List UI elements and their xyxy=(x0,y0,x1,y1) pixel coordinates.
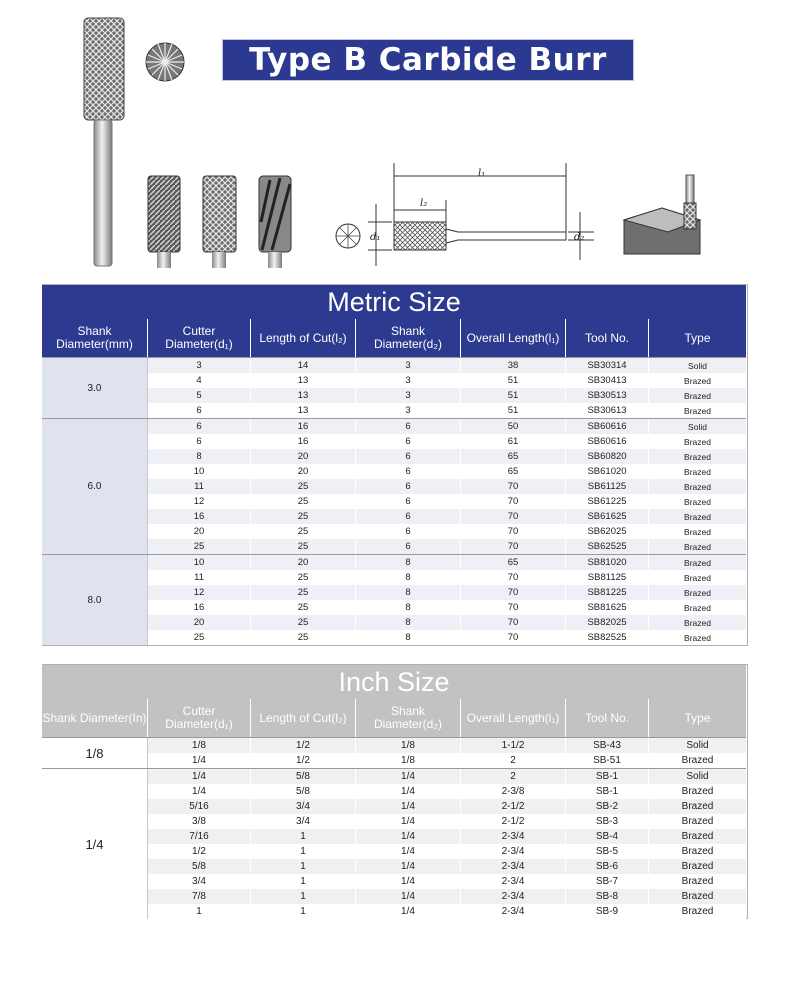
table-cell: 1/4 xyxy=(356,859,461,874)
inch-group xyxy=(42,768,746,919)
table-cell: SB-4 xyxy=(566,829,649,844)
table-cell: SB-8 xyxy=(566,889,649,904)
table-row xyxy=(148,799,746,814)
table-cell: 6 xyxy=(356,434,461,449)
table-cell: 11 xyxy=(148,570,251,585)
inch-group xyxy=(42,737,746,768)
inch-header-cell: Tool No. xyxy=(566,699,649,737)
table-cell: 16 xyxy=(148,509,251,524)
table-row xyxy=(148,434,746,449)
table-cell: 3 xyxy=(356,373,461,388)
table-row xyxy=(148,539,746,554)
table-row xyxy=(148,373,746,388)
table-cell: 2-3/8 xyxy=(461,784,566,799)
table-row xyxy=(148,388,746,403)
table-cell: 70 xyxy=(461,615,566,630)
table-cell: 25 xyxy=(148,630,251,645)
table-cell: 2-1/2 xyxy=(461,799,566,814)
metric-header-cell: Cutter Diameter(d₁) xyxy=(148,319,251,357)
table-cell: 1/4 xyxy=(356,799,461,814)
table-cell: SB-1 xyxy=(566,784,649,799)
table-cell: SB-51 xyxy=(566,753,649,768)
table-cell: Brazed xyxy=(649,784,746,799)
table-cell: Brazed xyxy=(649,615,746,630)
table-cell: Brazed xyxy=(649,479,746,494)
table-cell: 5/8 xyxy=(148,859,251,874)
table-row xyxy=(148,358,746,373)
table-cell: 13 xyxy=(251,403,356,418)
table-cell: Brazed xyxy=(649,859,746,874)
table-cell: 8 xyxy=(356,555,461,570)
table-cell: SB-5 xyxy=(566,844,649,859)
table-cell: SB60820 xyxy=(566,449,649,464)
table-cell: 65 xyxy=(461,449,566,464)
table-cell: 16 xyxy=(148,600,251,615)
table-cell: Brazed xyxy=(649,874,746,889)
table-row xyxy=(148,555,746,570)
metric-header-cell: Overall Length(l₁) xyxy=(461,319,566,357)
inch-title: Inch Size xyxy=(42,665,746,699)
table-cell: SB-2 xyxy=(566,799,649,814)
table-cell: 13 xyxy=(251,388,356,403)
table-cell: 5/8 xyxy=(251,784,356,799)
inch-header-cell: Type xyxy=(649,699,746,737)
table-row xyxy=(148,509,746,524)
table-cell: SB82525 xyxy=(566,630,649,645)
table-cell: 3 xyxy=(356,403,461,418)
table-cell: SB-9 xyxy=(566,904,649,919)
table-cell: 1 xyxy=(148,904,251,919)
table-cell: 8 xyxy=(356,630,461,645)
table-row xyxy=(148,844,746,859)
metric-group xyxy=(42,554,746,645)
table-cell: 51 xyxy=(461,373,566,388)
table-row xyxy=(148,769,746,784)
table-cell: 1/4 xyxy=(148,784,251,799)
table-cell: 70 xyxy=(461,600,566,615)
table-cell: 6 xyxy=(148,403,251,418)
table-cell: Brazed xyxy=(649,434,746,449)
table-cell: 16 xyxy=(251,434,356,449)
table-cell: SB62525 xyxy=(566,539,649,554)
table-cell: 2-3/4 xyxy=(461,844,566,859)
table-cell: SB82025 xyxy=(566,615,649,630)
table-cell: Brazed xyxy=(649,494,746,509)
table-cell: SB62025 xyxy=(566,524,649,539)
table-row xyxy=(148,630,746,645)
product-illustration xyxy=(0,0,790,280)
table-cell: 70 xyxy=(461,539,566,554)
table-cell: 3/4 xyxy=(251,799,356,814)
table-cell: 1/2 xyxy=(251,753,356,768)
table-cell: 1/8 xyxy=(148,738,251,753)
table-cell: 3 xyxy=(356,388,461,403)
l2-label: l₂ xyxy=(420,198,428,209)
table-row xyxy=(148,889,746,904)
table-cell: 20 xyxy=(148,615,251,630)
table-cell: 6 xyxy=(148,419,251,434)
table-cell: 2-3/4 xyxy=(461,829,566,844)
table-row xyxy=(148,738,746,753)
table-cell: SB-43 xyxy=(566,738,649,753)
table-cell: Brazed xyxy=(649,388,746,403)
table-cell: 1/4 xyxy=(148,753,251,768)
dimension-diagram xyxy=(336,163,594,266)
metric-header-cell: Shank Diameter(d₂) xyxy=(356,319,461,357)
table-cell: 2-1/2 xyxy=(461,814,566,829)
table-cell: 70 xyxy=(461,585,566,600)
inch-header-cell: Shank Diameter(d₂) xyxy=(356,699,461,737)
table-cell: 1 xyxy=(251,859,356,874)
metric-group xyxy=(42,357,746,418)
inch-group-label: 1/8 xyxy=(42,738,148,768)
l1-label: l₁ xyxy=(478,168,486,179)
table-cell: 25 xyxy=(251,570,356,585)
table-cell: SB60616 xyxy=(566,434,649,449)
table-cell: 6 xyxy=(356,524,461,539)
table-cell: 70 xyxy=(461,479,566,494)
table-row xyxy=(148,524,746,539)
table-cell: 3 xyxy=(356,358,461,373)
table-cell: 3/8 xyxy=(148,814,251,829)
table-cell: SB-3 xyxy=(566,814,649,829)
inch-table xyxy=(42,665,746,919)
table-cell: 7/16 xyxy=(148,829,251,844)
table-cell: 65 xyxy=(461,464,566,479)
table-cell: SB30413 xyxy=(566,373,649,388)
table-cell: Brazed xyxy=(649,509,746,524)
table-row xyxy=(148,814,746,829)
table-cell: 25 xyxy=(251,585,356,600)
table-cell: 1/4 xyxy=(356,829,461,844)
table-cell: 8 xyxy=(356,600,461,615)
table-row xyxy=(148,419,746,434)
table-cell: 1/2 xyxy=(148,844,251,859)
table-cell: 20 xyxy=(148,524,251,539)
table-cell: 10 xyxy=(148,464,251,479)
table-cell: 5/16 xyxy=(148,799,251,814)
d1-label: d₁ xyxy=(370,232,381,243)
table-cell: 8 xyxy=(356,615,461,630)
table-cell: Solid xyxy=(649,419,746,434)
metric-header-row xyxy=(42,319,746,357)
table-cell: SB30314 xyxy=(566,358,649,373)
application-image xyxy=(624,175,700,254)
table-cell: 61 xyxy=(461,434,566,449)
table-cell: 3/4 xyxy=(251,814,356,829)
table-cell: 8 xyxy=(356,570,461,585)
end-view-image xyxy=(146,43,184,81)
table-cell: 6 xyxy=(356,539,461,554)
table-cell: 1/4 xyxy=(356,784,461,799)
metric-group-label: 6.0 xyxy=(42,419,148,554)
table-cell: 25 xyxy=(251,615,356,630)
table-cell: 2-3/4 xyxy=(461,874,566,889)
table-cell: Brazed xyxy=(649,799,746,814)
table-cell: Brazed xyxy=(649,814,746,829)
table-cell: 3/4 xyxy=(148,874,251,889)
table-cell: 16 xyxy=(251,419,356,434)
metric-title: Metric Size xyxy=(42,285,746,319)
table-row xyxy=(148,829,746,844)
table-row xyxy=(148,784,746,799)
table-cell: 50 xyxy=(461,419,566,434)
table-cell: SB81625 xyxy=(566,600,649,615)
table-cell: Brazed xyxy=(649,464,746,479)
table-cell: 6 xyxy=(356,449,461,464)
table-cell: Brazed xyxy=(649,904,746,919)
table-cell: 70 xyxy=(461,524,566,539)
table-cell: 25 xyxy=(251,479,356,494)
table-cell: 2-3/4 xyxy=(461,859,566,874)
table-cell: 1/4 xyxy=(356,874,461,889)
metric-group-label: 3.0 xyxy=(42,358,148,418)
table-cell: 65 xyxy=(461,555,566,570)
table-cell: 1/4 xyxy=(356,769,461,784)
table-cell: Brazed xyxy=(649,449,746,464)
table-cell: 70 xyxy=(461,570,566,585)
table-cell: Brazed xyxy=(649,403,746,418)
table-row xyxy=(148,615,746,630)
metric-header-cell: Type xyxy=(649,319,746,357)
table-cell: 4 xyxy=(148,373,251,388)
table-cell: SB61125 xyxy=(566,479,649,494)
table-cell: Solid xyxy=(649,738,746,753)
inch-header-cell: Cutter Diameter(d₁) xyxy=(148,699,251,737)
table-row xyxy=(148,479,746,494)
table-cell: 13 xyxy=(251,373,356,388)
table-cell: 1 xyxy=(251,889,356,904)
table-cell: 51 xyxy=(461,388,566,403)
inch-header-cell: Overall Length(l₁) xyxy=(461,699,566,737)
table-row xyxy=(148,403,746,418)
table-cell: 25 xyxy=(251,630,356,645)
table-cell: 20 xyxy=(251,464,356,479)
table-cell: 2-3/4 xyxy=(461,889,566,904)
table-cell: Solid xyxy=(649,769,746,784)
table-cell: SB30613 xyxy=(566,403,649,418)
table-cell: 1 xyxy=(251,904,356,919)
table-row xyxy=(148,753,746,768)
table-cell: 2 xyxy=(461,769,566,784)
table-cell: 2-3/4 xyxy=(461,904,566,919)
table-cell: Brazed xyxy=(649,844,746,859)
table-cell: 20 xyxy=(251,449,356,464)
table-cell: 6 xyxy=(356,479,461,494)
table-cell: 1/8 xyxy=(356,738,461,753)
table-cell: Brazed xyxy=(649,585,746,600)
table-cell: 1 xyxy=(251,874,356,889)
table-cell: 25 xyxy=(251,509,356,524)
table-cell: SB61020 xyxy=(566,464,649,479)
table-cell: 6 xyxy=(148,434,251,449)
table-cell: 70 xyxy=(461,494,566,509)
table-cell: SB61625 xyxy=(566,509,649,524)
table-row xyxy=(148,464,746,479)
d2-label: d₂ xyxy=(574,232,585,243)
table-row xyxy=(148,600,746,615)
table-cell: SB81020 xyxy=(566,555,649,570)
table-cell: 1/4 xyxy=(148,769,251,784)
table-cell: 14 xyxy=(251,358,356,373)
table-cell: 70 xyxy=(461,509,566,524)
table-cell: 20 xyxy=(251,555,356,570)
table-cell: 1/4 xyxy=(356,844,461,859)
large-burr-image xyxy=(84,18,124,266)
table-cell: 6 xyxy=(356,419,461,434)
table-cell: 8 xyxy=(148,449,251,464)
table-cell: 6 xyxy=(356,509,461,524)
table-cell: Brazed xyxy=(649,373,746,388)
table-cell: 1/4 xyxy=(356,889,461,904)
table-cell: SB30513 xyxy=(566,388,649,403)
metric-body xyxy=(42,357,746,645)
table-cell: Brazed xyxy=(649,829,746,844)
table-cell: 6 xyxy=(356,464,461,479)
inch-header-row xyxy=(42,699,746,737)
metric-header-cell: Length of Cut(l₂) xyxy=(251,319,356,357)
table-cell: 6 xyxy=(356,494,461,509)
table-cell: SB-6 xyxy=(566,859,649,874)
table-row xyxy=(148,904,746,919)
table-cell: Brazed xyxy=(649,539,746,554)
table-cell: 1 xyxy=(251,829,356,844)
table-cell: SB-7 xyxy=(566,874,649,889)
metric-header-cell: Shank Diameter(mm) xyxy=(42,319,148,357)
table-cell: 12 xyxy=(148,585,251,600)
table-cell: SB60616 xyxy=(566,419,649,434)
table-cell: 70 xyxy=(461,630,566,645)
table-row xyxy=(148,449,746,464)
table-cell: 1/2 xyxy=(251,738,356,753)
table-cell: 1/4 xyxy=(356,814,461,829)
table-cell: 11 xyxy=(148,479,251,494)
inch-group-label: 1/4 xyxy=(42,769,148,919)
table-cell: Brazed xyxy=(649,630,746,645)
table-cell: SB81225 xyxy=(566,585,649,600)
table-cell: Solid xyxy=(649,358,746,373)
table-cell: 25 xyxy=(148,539,251,554)
table-cell: 25 xyxy=(251,600,356,615)
table-cell: 25 xyxy=(251,539,356,554)
table-cell: 5 xyxy=(148,388,251,403)
metric-table xyxy=(42,285,746,645)
table-row xyxy=(148,494,746,509)
table-cell: Brazed xyxy=(649,889,746,904)
table-cell: 1 xyxy=(251,844,356,859)
table-row xyxy=(148,570,746,585)
inch-header-cell: Shank Diameter(In) xyxy=(42,699,148,737)
metric-header-cell: Tool No. xyxy=(566,319,649,357)
table-cell: SB81125 xyxy=(566,570,649,585)
table-cell: Brazed xyxy=(649,753,746,768)
page-title: Type B Carbide Burr xyxy=(222,39,634,81)
table-cell: 1-1/2 xyxy=(461,738,566,753)
table-cell: SB-1 xyxy=(566,769,649,784)
table-cell: 25 xyxy=(251,494,356,509)
table-cell: Brazed xyxy=(649,524,746,539)
table-cell: SB61225 xyxy=(566,494,649,509)
table-row xyxy=(148,585,746,600)
metric-group-label: 8.0 xyxy=(42,555,148,645)
table-cell: 1/4 xyxy=(356,904,461,919)
table-row xyxy=(148,859,746,874)
small-burr-images xyxy=(148,176,291,268)
table-cell: Brazed xyxy=(649,555,746,570)
table-cell: 25 xyxy=(251,524,356,539)
table-cell: 5/8 xyxy=(251,769,356,784)
table-cell: 38 xyxy=(461,358,566,373)
table-row xyxy=(148,874,746,889)
table-cell: Brazed xyxy=(649,600,746,615)
table-cell: 8 xyxy=(356,585,461,600)
table-cell: Brazed xyxy=(649,570,746,585)
inch-header-cell: Length of Cut(l₂) xyxy=(251,699,356,737)
metric-group xyxy=(42,418,746,554)
table-cell: 12 xyxy=(148,494,251,509)
table-cell: 3 xyxy=(148,358,251,373)
table-cell: 7/8 xyxy=(148,889,251,904)
inch-body xyxy=(42,737,746,919)
table-cell: 1/8 xyxy=(356,753,461,768)
table-cell: 51 xyxy=(461,403,566,418)
table-cell: 2 xyxy=(461,753,566,768)
table-cell: 10 xyxy=(148,555,251,570)
